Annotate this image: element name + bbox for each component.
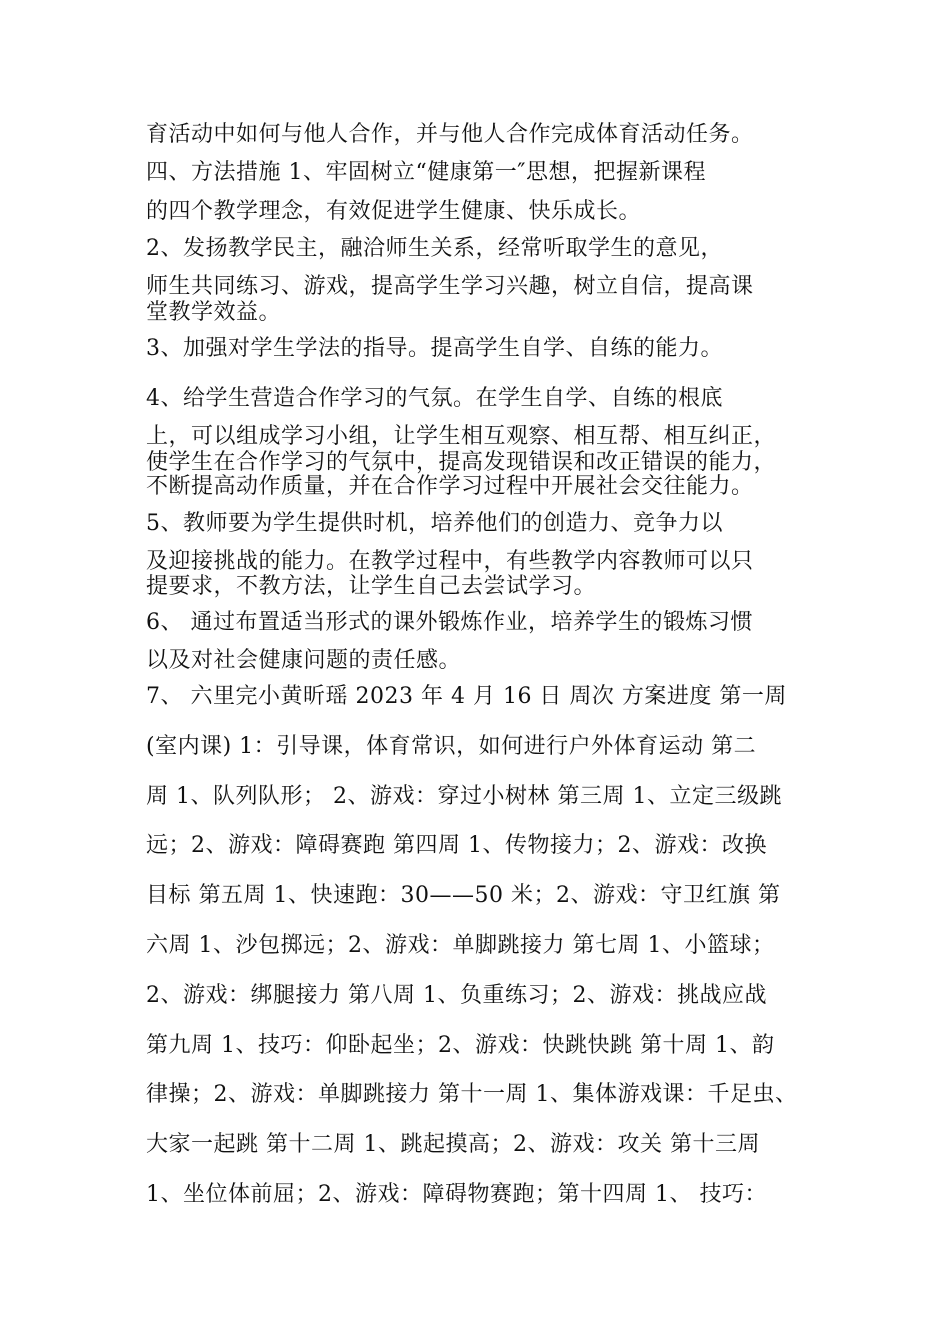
text-line: 5、教师要为学生提供时机，培养他们的创造力、竞争力以	[146, 511, 723, 536]
text-line: 育活动中如何与他人合作，并与他人合作完成体育活动任务。	[146, 122, 754, 147]
text-line: 3、加强对学生学法的指导。提高学生自学、自练的能力。	[146, 336, 723, 361]
text-line: 2、发扬教学民主，融洽师生关系，经常听取学生的意见，	[146, 236, 723, 261]
text-line: 师生共同练习、游戏，提高学生学习兴趣，树立自信，提高课	[146, 274, 754, 299]
text-line: 四、方法措施 1、牢固树立“健康第一″思想，把握新课程	[146, 160, 706, 185]
text-line: 及迎接挑战的能力。在教学过程中，有些教学内容教师可以只	[146, 549, 754, 574]
text-line: (室内课) 1：引导课，体育常识，如何进行户外体育运动 第二	[146, 734, 757, 759]
text-line: 提要求，不教方法，让学生自己去尝试学习。	[146, 574, 597, 599]
text-line: 使学生在合作学习的气氛中，提高发现错误和改正错误的能力，	[146, 450, 777, 475]
text-line: 律操；2、游戏：单脚跳接力 第十一周 1、集体游戏课：千足虫、	[146, 1082, 798, 1107]
text-line: 上，可以组成学习小组，让学生相互观察、相互帮、相互纠正，	[146, 424, 777, 449]
text-line: 1、坐位体前屈；2、游戏：障碍物赛跑；第十四周 1、 技巧：	[146, 1182, 767, 1207]
text-line: 堂教学效益。	[146, 300, 282, 325]
text-line: 第九周 1、技巧：仰卧起坐；2、游戏：快跳快跳 第十周 1、韵	[146, 1033, 775, 1058]
text-line: 远；2、游戏：障碍赛跑 第四周 1、传物接力；2、游戏：改换	[146, 833, 767, 858]
text-line: 六周 1、沙包掷远；2、游戏：单脚跳接力 第七周 1、小篮球；	[146, 933, 775, 958]
text-line: 大家一起跳 第十二周 1、跳起摸高；2、游戏：攻关 第十三周	[146, 1132, 760, 1157]
text-line: 4、给学生营造合作学习的气氛。在学生自学、自练的根底	[146, 386, 723, 411]
text-line: 7、 六里完小黄昕瑶 2023 年 4 月 16 日 周次 方案进度 第一周	[146, 684, 787, 709]
text-line: 以及对社会健康问题的责任感。	[146, 648, 462, 673]
text-line: 2、游戏：绑腿接力 第八周 1、负重练习；2、游戏：挑战应战	[146, 983, 767, 1008]
text-line: 的四个教学理念，有效促进学生健康、快乐成长。	[146, 199, 642, 224]
text-line: 目标 第五周 1、快速跑：30——50 米；2、游戏：守卫红旗 第	[146, 883, 781, 908]
text-line: 不断提高动作质量，并在合作学习过程中开展社会交往能力。	[146, 474, 754, 499]
text-line: 周 1、队列队形； 2、游戏：穿过小树林 第三周 1、立定三级跳	[146, 784, 782, 809]
text-line: 6、 通过布置适当形式的课外锻炼作业，培养学生的锻炼习惯	[146, 610, 753, 635]
